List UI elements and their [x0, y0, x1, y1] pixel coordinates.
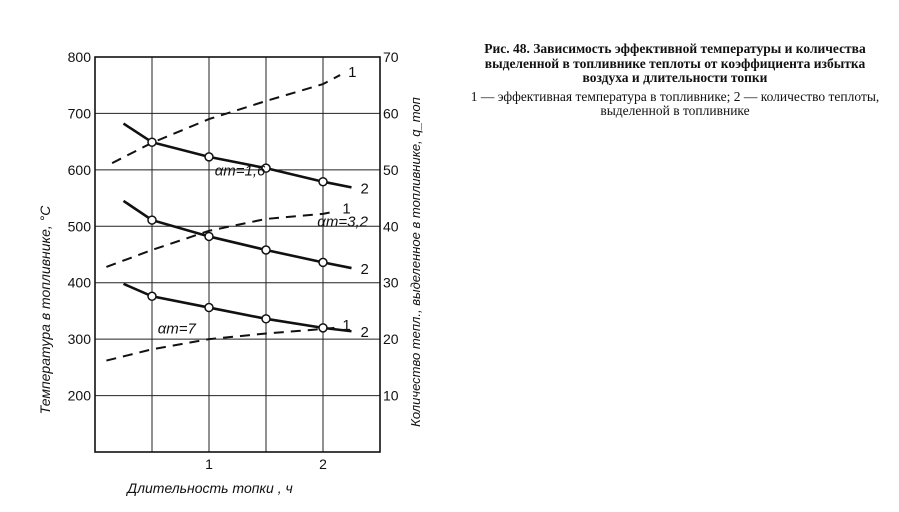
left-y-tick-label-4: 600 — [67, 161, 91, 178]
plot-frame — [95, 57, 380, 452]
right-y-tick-label-4: 50 — [383, 161, 399, 178]
heat-curve-number-2: 2 — [360, 324, 369, 342]
heat-curve-number-0: 2 — [360, 180, 369, 198]
temperature-curve-0 — [112, 75, 340, 163]
left-y-tick-label-5: 700 — [67, 105, 91, 122]
right-y-tick-label-1: 20 — [383, 331, 399, 348]
heat-curve-1 — [124, 201, 352, 268]
heat-point-0-1 — [148, 138, 156, 146]
left-y-tick-label-2: 400 — [67, 274, 91, 291]
heat-point-1-2 — [205, 232, 213, 240]
figure-caption — [470, 42, 880, 119]
left-y-tick-label-0: 200 — [67, 387, 91, 404]
caption-legend: 1 — эффективная температура в топливнике; 2 — количество теплоты, выделенной в топливнике — [470, 88, 880, 118]
temperature-curve-number-0: 1 — [348, 64, 357, 82]
heat-point-1-1 — [148, 216, 156, 224]
caption-title: Рис. 48. Зависимость эффективной температуры и количества выделенной в топливнике теплоты от коэффициента избытка воздуха и длительности топки — [484, 41, 866, 85]
right-y-tick-label-0: 10 — [383, 387, 399, 404]
alpha-label-0: αm=1,6 — [214, 162, 266, 180]
heat-curve-number-1: 2 — [360, 261, 369, 279]
heat-point-2-1 — [148, 292, 156, 300]
right-y-tick-label-6: 70 — [383, 49, 399, 65]
x-tick-label-1: 2 — [319, 456, 327, 472]
grid — [95, 57, 380, 452]
heat-point-2-4 — [319, 324, 327, 332]
left-y-tick-label-3: 500 — [67, 218, 91, 235]
ticks — [68, 49, 399, 472]
left-y-tick-label-6: 800 — [67, 49, 91, 65]
heat-point-1-3 — [262, 246, 270, 254]
alpha-label-2: αm=7 — [157, 320, 196, 338]
labels — [158, 64, 369, 341]
x-axis-title: Длительность топки , ч — [127, 480, 293, 496]
temperature-curve-2 — [106, 328, 334, 361]
x-tick-label-0: 1 — [205, 456, 213, 472]
right-y-tick-label-5: 60 — [383, 105, 399, 122]
heat-point-0-4 — [319, 178, 327, 186]
alpha-label-1: αm=3,2 — [317, 213, 368, 231]
series — [106, 75, 351, 361]
right-y-tick-label-2: 30 — [383, 274, 399, 291]
temperature-curve-number-2: 1 — [342, 316, 351, 334]
right-y-tick-label-3: 40 — [383, 218, 399, 235]
right-y-axis-title: Количество тепл., выделенное в топливнике, q_топ — [408, 97, 423, 427]
heat-point-0-2 — [205, 153, 213, 161]
heat-point-2-2 — [205, 304, 213, 312]
left-y-axis-title: Температура в топливнике, °С — [37, 205, 53, 415]
heat-point-2-3 — [262, 315, 270, 323]
axes — [95, 57, 380, 452]
left-y-tick-label-1: 300 — [67, 331, 91, 348]
temperature-curve-number-1: 1 — [342, 200, 351, 218]
heat-point-1-4 — [319, 258, 327, 266]
